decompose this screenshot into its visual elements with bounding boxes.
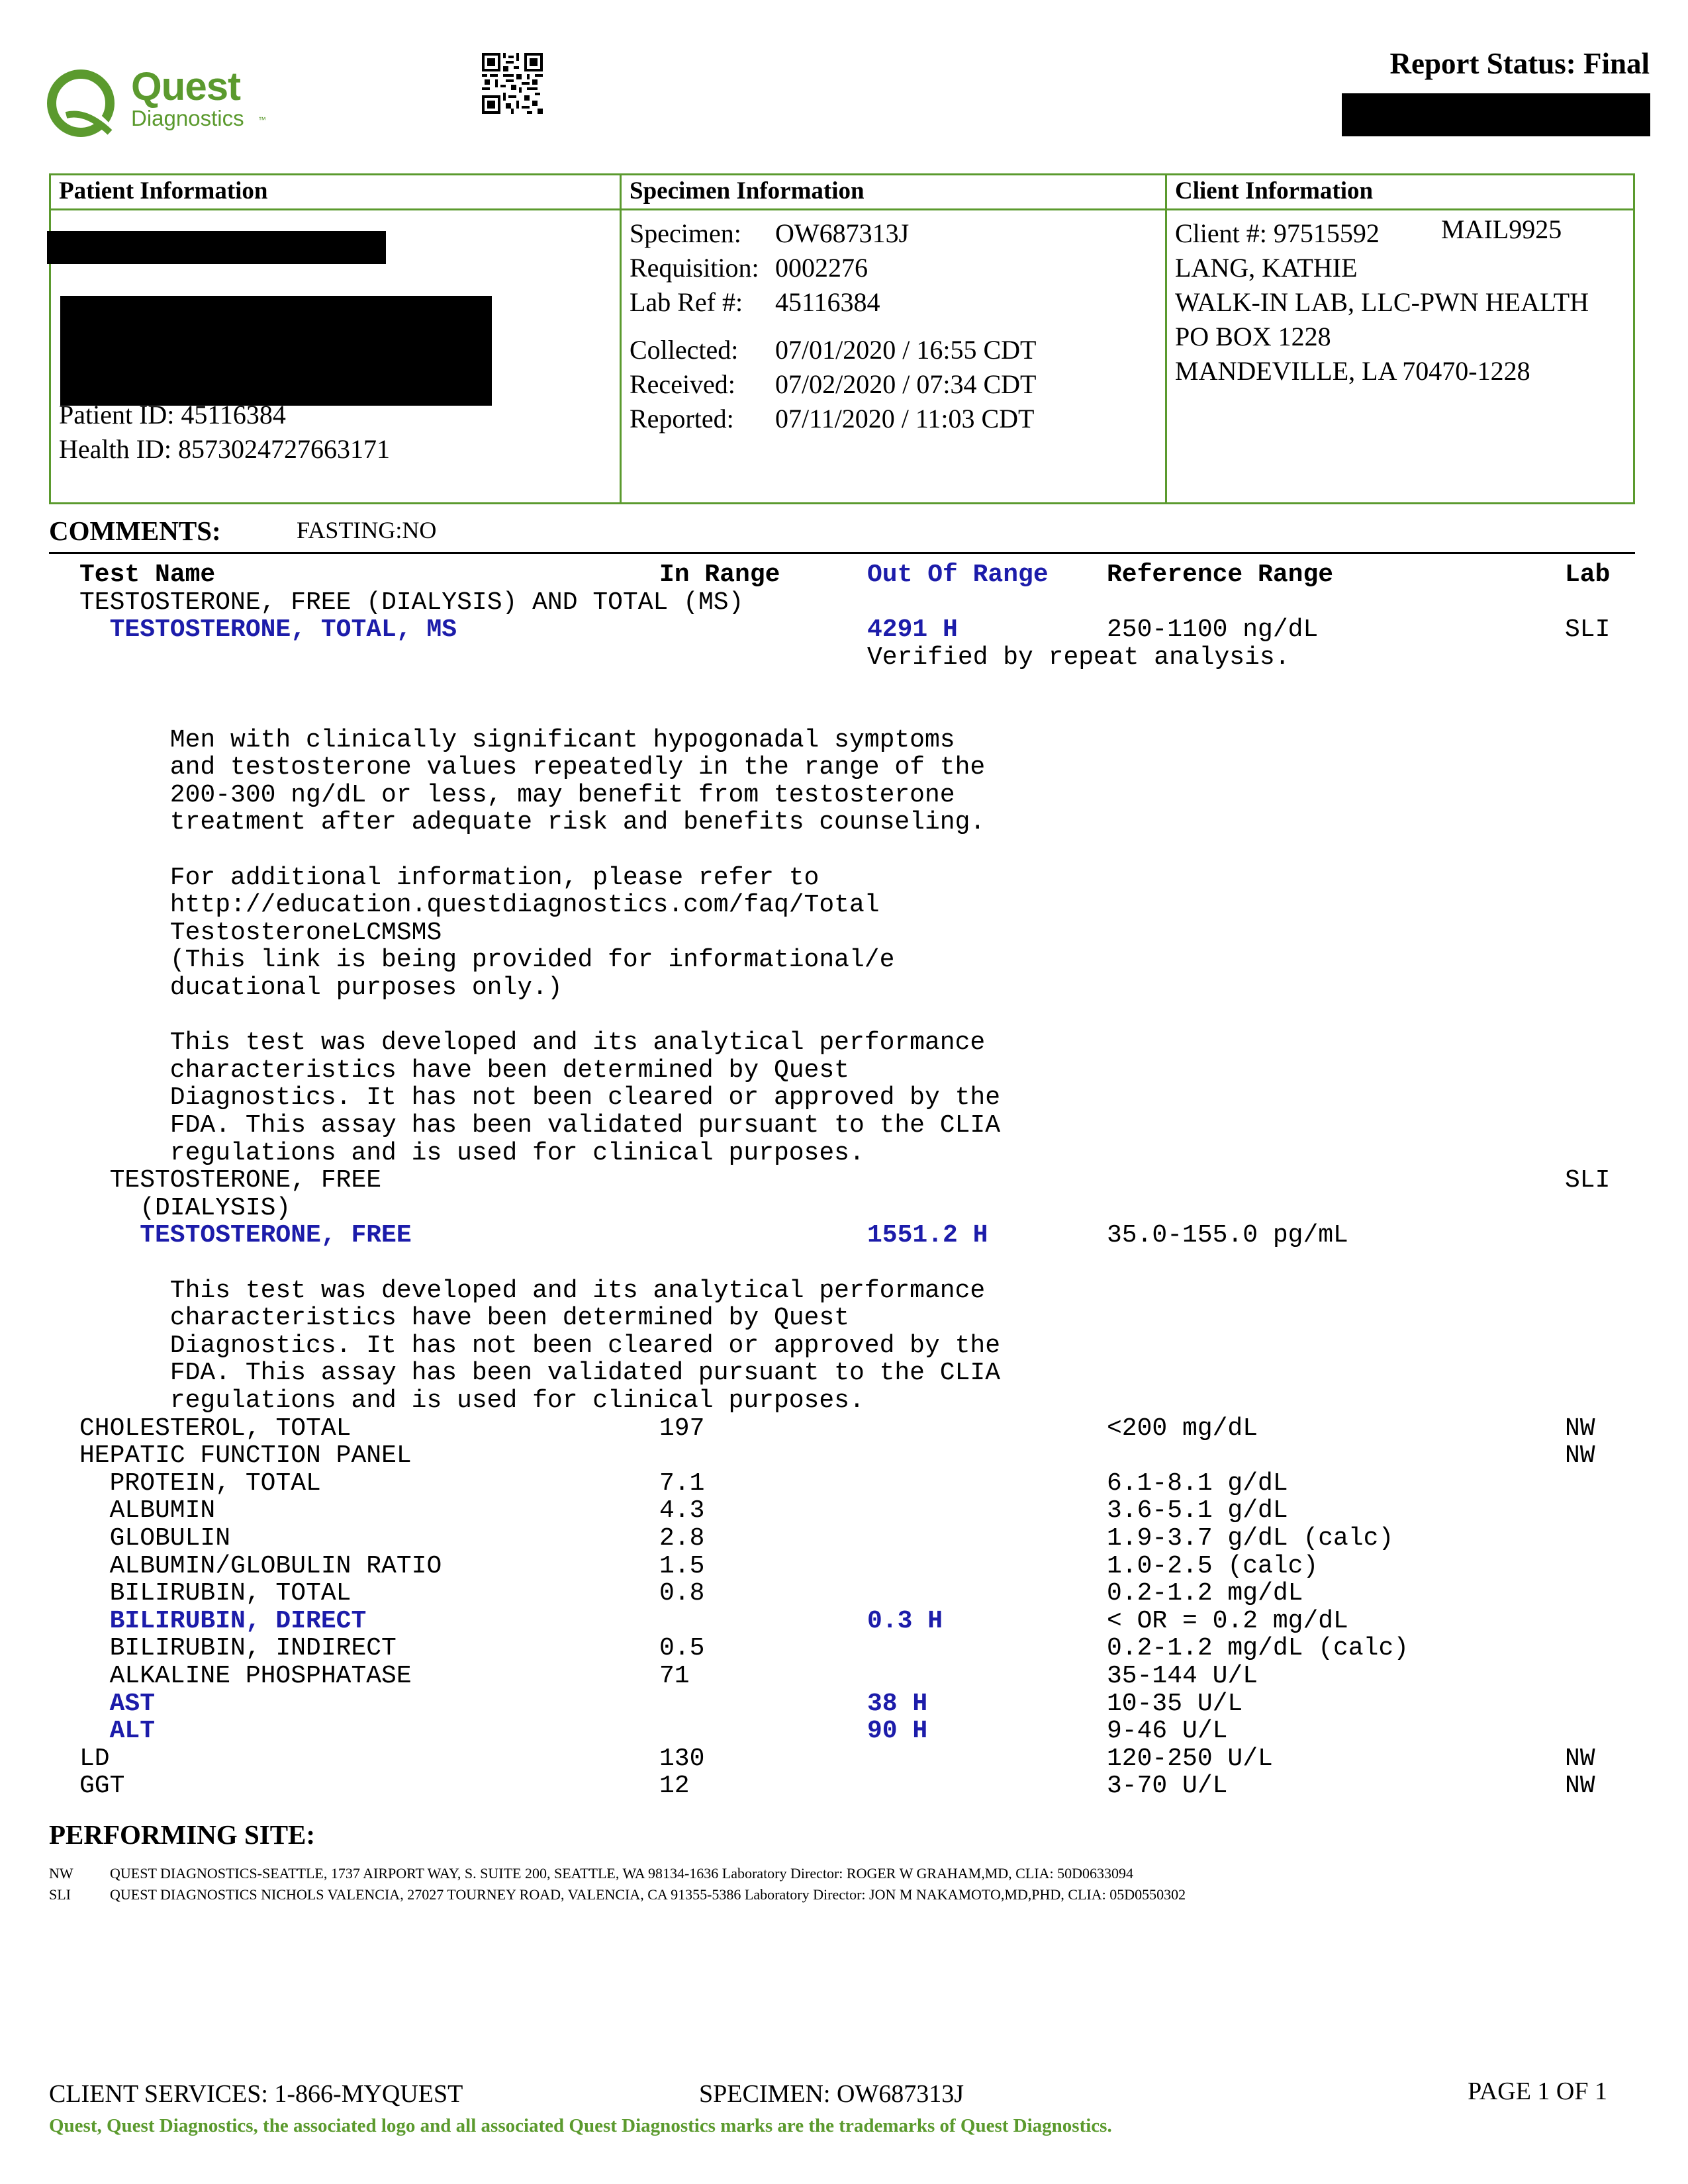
out-of-range-value: 1551.2 H xyxy=(867,1221,988,1250)
test-name: Diagnostics. It has not been cleared or approved by the xyxy=(169,1083,1001,1112)
reference-range: 3.6-5.1 g/dL xyxy=(1107,1496,1288,1525)
test-name: FDA. This assay has been validated pursuant to the CLIA xyxy=(169,1359,1001,1387)
qr-code-icon xyxy=(482,53,543,114)
test-name: ALT xyxy=(109,1717,156,1745)
comments-value: FASTING:NO xyxy=(297,517,437,543)
lab-ref-label: Lab Ref #: xyxy=(630,287,743,317)
reference-range: 10-35 U/L xyxy=(1107,1690,1243,1718)
in-range-value: 2.8 xyxy=(659,1524,705,1553)
reference-range: 35-144 U/L xyxy=(1107,1662,1258,1690)
reference-range: 6.1-8.1 g/dL xyxy=(1107,1469,1288,1498)
patient-id: Patient ID: 45116384 xyxy=(59,400,286,430)
lab-code: NW xyxy=(1565,1745,1595,1773)
lab-code: NW xyxy=(1565,1414,1595,1443)
column-header-test-name: Test Name xyxy=(79,561,216,589)
column-header-out-of-range: Out Of Range xyxy=(867,561,1049,589)
test-name: characteristics have been determined by Quest xyxy=(169,1304,849,1332)
collected-label: Collected: xyxy=(630,335,739,365)
patient-information-heading: Patient Information xyxy=(51,175,620,210)
in-range-value: 0.8 xyxy=(659,1579,705,1608)
reference-range: <200 mg/dL xyxy=(1107,1414,1258,1443)
collected-value: 07/01/2020 / 16:55 CDT xyxy=(775,335,1037,365)
test-name: ALBUMIN xyxy=(109,1496,216,1525)
test-name: ducational purposes only.) xyxy=(169,974,563,1002)
reference-range: 9-46 U/L xyxy=(1107,1717,1228,1745)
in-range-value: 130 xyxy=(659,1745,705,1773)
test-name: BILIRUBIN, TOTAL xyxy=(109,1579,352,1608)
reference-range: < OR = 0.2 mg/dL xyxy=(1107,1607,1348,1635)
test-name: http://education.questdiagnostics.com/faq/Total xyxy=(169,891,880,919)
test-name: GGT xyxy=(79,1772,125,1800)
test-name: 200-300 ng/dL or less, may benefit from testosterone xyxy=(169,781,955,809)
redaction-bar xyxy=(1342,93,1650,136)
in-range-value: 0.5 xyxy=(659,1634,705,1662)
test-name: regulations and is used for clinical purposes. xyxy=(169,1139,865,1167)
logo-word-diagnostics: Diagnostics xyxy=(131,106,244,130)
in-range-value: 71 xyxy=(659,1662,690,1690)
test-name: Men with clinically significant hypogonadal symptoms xyxy=(169,726,955,754)
quest-q-logo-icon xyxy=(46,69,119,138)
client-line: MANDEVILLE, LA 70470-1228 xyxy=(1175,356,1530,386)
test-name: PROTEIN, TOTAL xyxy=(109,1469,321,1498)
comments-label: COMMENTS: xyxy=(49,516,221,546)
test-name: ALKALINE PHOSPHATASE xyxy=(109,1662,412,1690)
client-line: PO BOX 1228 xyxy=(1175,322,1331,351)
in-range-value: 7.1 xyxy=(659,1469,705,1498)
footer-specimen: SPECIMEN: OW687313J xyxy=(699,2080,964,2108)
test-name: and testosterone values repeatedly in the range of the xyxy=(169,753,986,782)
lab-code: NW xyxy=(1565,1441,1595,1470)
reported-label: Reported: xyxy=(630,404,734,433)
specimen-label: Specimen: xyxy=(630,218,741,248)
test-name: (This link is being provided for informational/e xyxy=(169,946,895,974)
test-name: regulations and is used for clinical purposes. xyxy=(169,1387,865,1415)
test-name: CHOLESTEROL, TOTAL xyxy=(79,1414,352,1443)
received-label: Received: xyxy=(630,369,735,399)
test-name: BILIRUBIN, INDIRECT xyxy=(109,1634,397,1662)
test-name: BILIRUBIN, DIRECT xyxy=(109,1607,367,1635)
result-note: Verified by repeat analysis. xyxy=(867,643,1290,672)
test-name: TESTOSTERONE, FREE xyxy=(109,1166,382,1195)
test-name: TestosteroneLCMSMS xyxy=(169,919,442,947)
page-number: PAGE 1 OF 1 xyxy=(1468,2077,1607,2105)
quest-logo xyxy=(46,64,271,140)
site-details: QUEST DIAGNOSTICS NICHOLS VALENCIA, 27027 TOURNEY ROAD, VALENCIA, CA 91355-5386 Laboratory Director: JON M NAKAMOTO,MD,PHD, CLIA: 05D0550302 xyxy=(110,1886,1186,1903)
requisition-label: Requisition: xyxy=(630,253,759,283)
received-value: 07/02/2020 / 07:34 CDT xyxy=(775,369,1037,399)
in-range-value: 197 xyxy=(659,1414,705,1443)
test-name: This test was developed and its analytical performance xyxy=(169,1277,986,1305)
reference-range: 250-1100 ng/dL xyxy=(1107,615,1319,644)
health-id: Health ID: 8573024727663171 xyxy=(59,434,390,464)
requisition-value: 0002276 xyxy=(775,253,868,283)
trademark-notice: Quest, Quest Diagnostics, the associated logo and all associated Quest Diagnostics marks are the trademarks of Quest Diagnostics. xyxy=(49,2115,1112,2136)
in-range-value: 4.3 xyxy=(659,1496,705,1525)
site-code: NW xyxy=(49,1865,73,1882)
site-code: SLI xyxy=(49,1886,71,1903)
client-line: WALK-IN LAB, LLC-PWN HEALTH xyxy=(1175,287,1589,317)
client-line: LANG, KATHIE xyxy=(1175,253,1358,283)
lab-code: NW xyxy=(1565,1772,1595,1800)
in-range-value: 12 xyxy=(659,1772,690,1800)
client-mail-code: MAIL9925 xyxy=(1441,214,1562,244)
out-of-range-value: 4291 H xyxy=(867,615,958,644)
specimen-information-section xyxy=(622,175,1167,502)
client-information-section xyxy=(1167,175,1633,502)
client-services: CLIENT SERVICES: 1-866-MYQUEST xyxy=(49,2080,463,2108)
lab-ref-value: 45116384 xyxy=(775,287,880,317)
test-name: For additional information, please refer to xyxy=(169,864,820,892)
reference-range: 3-70 U/L xyxy=(1107,1772,1228,1800)
lab-code: SLI xyxy=(1565,615,1611,644)
test-name: TESTOSTERONE, FREE xyxy=(140,1221,412,1250)
logo-trademark: ™ xyxy=(258,115,266,124)
test-name: ALBUMIN/GLOBULIN RATIO xyxy=(109,1552,442,1580)
test-name: characteristics have been determined by Quest xyxy=(169,1056,849,1085)
logo-word-quest: Quest xyxy=(131,64,241,109)
client-information-heading: Client Information xyxy=(1167,175,1633,210)
lab-code: SLI xyxy=(1565,1166,1611,1195)
test-name: This test was developed and its analytical performance xyxy=(169,1028,986,1057)
divider xyxy=(49,552,1635,554)
test-name: HEPATIC FUNCTION PANEL xyxy=(79,1441,412,1470)
column-header-reference-range: Reference Range xyxy=(1107,561,1334,589)
reference-range: 0.2-1.2 mg/dL (calc) xyxy=(1107,1634,1409,1662)
test-name: LD xyxy=(79,1745,110,1773)
reference-range: 1.0-2.5 (calc) xyxy=(1107,1552,1319,1580)
test-name: GLOBULIN xyxy=(109,1524,231,1553)
column-header-lab: Lab xyxy=(1565,561,1611,589)
reference-range: 0.2-1.2 mg/dL xyxy=(1107,1579,1303,1608)
test-name: FDA. This assay has been validated pursuant to the CLIA xyxy=(169,1111,1001,1140)
site-details: QUEST DIAGNOSTICS-SEATTLE, 1737 AIRPORT WAY, S. SUITE 200, SEATTLE, WA 98134-1636 Laboratory Director: ROGER W GRAHAM,MD, CLIA: 50D0633094 xyxy=(110,1865,1134,1882)
test-name: AST xyxy=(109,1690,156,1718)
test-name: treatment after adequate risk and benefits counseling. xyxy=(169,808,986,837)
info-box xyxy=(49,173,1635,504)
specimen-value: OW687313J xyxy=(775,218,910,248)
patient-information-section xyxy=(51,175,622,502)
redaction-bar xyxy=(47,231,386,264)
out-of-range-value: 90 H xyxy=(867,1717,928,1745)
client-number: Client #: 97515592 xyxy=(1175,218,1380,248)
test-name: (DIALYSIS) xyxy=(140,1194,291,1222)
column-header-in-range: In Range xyxy=(659,561,780,589)
reference-range: 1.9-3.7 g/dL (calc) xyxy=(1107,1524,1394,1553)
reported-value: 07/11/2020 / 11:03 CDT xyxy=(775,404,1035,433)
specimen-information-heading: Specimen Information xyxy=(622,175,1165,210)
reference-range: 120-250 U/L xyxy=(1107,1745,1273,1773)
in-range-value: 1.5 xyxy=(659,1552,705,1580)
test-name: TESTOSTERONE, TOTAL, MS xyxy=(109,615,457,644)
performing-site-title: PERFORMING SITE: xyxy=(49,1819,316,1850)
out-of-range-value: 38 H xyxy=(867,1690,928,1718)
out-of-range-value: 0.3 H xyxy=(867,1607,943,1635)
test-name: Diagnostics. It has not been cleared or approved by the xyxy=(169,1332,1001,1360)
reference-range: 35.0-155.0 pg/mL xyxy=(1107,1221,1348,1250)
report-status: Report Status: Final xyxy=(1389,47,1650,80)
redaction-bar xyxy=(60,296,492,406)
test-name: TESTOSTERONE, FREE (DIALYSIS) AND TOTAL (MS) xyxy=(79,588,744,617)
